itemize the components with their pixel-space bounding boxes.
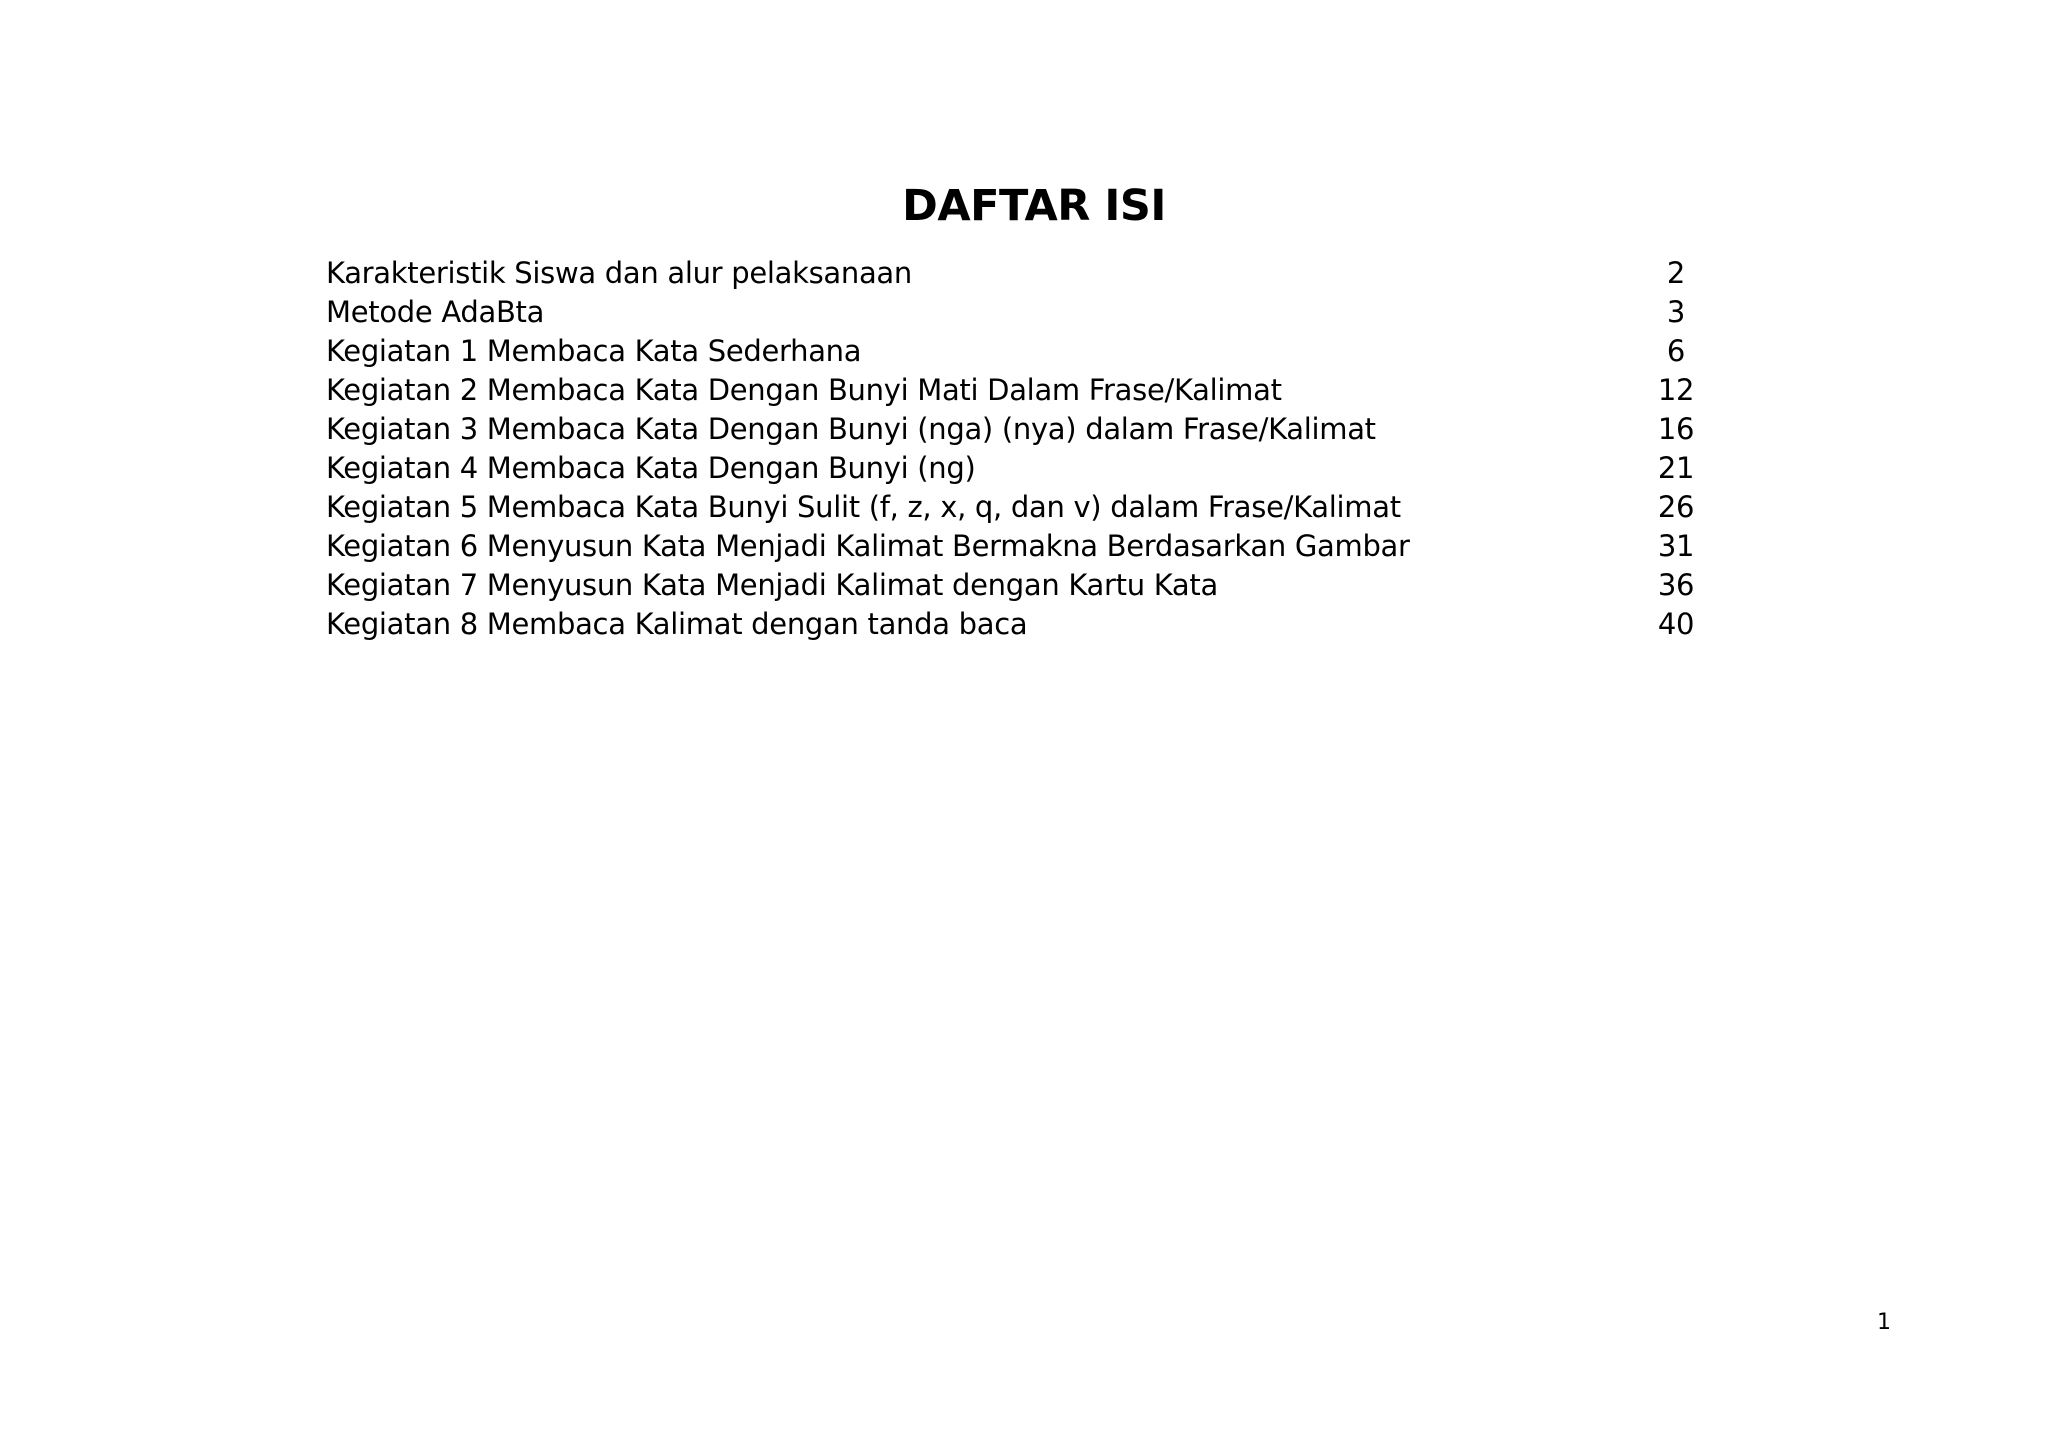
toc-entry-page: 16 (1657, 412, 1695, 446)
toc-entry-2 (326, 293, 1716, 332)
toc-entry-page: 6 (1666, 334, 1686, 368)
toc-entry-label: Kegiatan 6 Menyusun Kata Menjadi Kalimat Bermakna Berdasarkan Gambar (326, 529, 1410, 563)
toc-entry-1 (326, 254, 1716, 293)
toc-entry-6 (326, 449, 1716, 488)
toc-entry-label: Kegiatan 2 Membaca Kata Dengan Bunyi Mati Dalam Frase/Kalimat (326, 373, 1282, 407)
toc-entry-4 (326, 371, 1716, 410)
toc-entry-3 (326, 332, 1716, 371)
page-title: DAFTAR ISI (902, 181, 1166, 231)
toc-entry-label: Kegiatan 5 Membaca Kata Bunyi Sulit (f, z, x, q, dan v) dalam Frase/Kalimat (326, 490, 1401, 524)
toc-entry-label: Karakteristik Siswa dan alur pelaksanaan (326, 256, 912, 290)
toc-entry-page: 40 (1657, 607, 1695, 641)
toc-entry-10 (326, 605, 1716, 644)
toc-entry-page: 21 (1657, 451, 1695, 485)
toc-entry-5 (326, 410, 1716, 449)
toc-entry-9 (326, 566, 1716, 605)
toc-entry-page: 36 (1657, 568, 1695, 602)
toc-entry-label: Kegiatan 8 Membaca Kalimat dengan tanda baca (326, 607, 1028, 641)
toc-entry-page: 3 (1666, 295, 1686, 329)
table-of-contents (326, 254, 1716, 644)
toc-entry-label: Kegiatan 1 Membaca Kata Sederhana (326, 334, 862, 368)
page-number: 1 (1877, 1310, 1891, 1335)
toc-entry-label: Kegiatan 7 Menyusun Kata Menjadi Kalimat dengan Kartu Kata (326, 568, 1218, 602)
toc-entry-7 (326, 488, 1716, 527)
toc-entry-page: 31 (1657, 529, 1695, 563)
toc-entry-label: Kegiatan 3 Membaca Kata Dengan Bunyi (nga) (nya) dalam Frase/Kalimat (326, 412, 1376, 446)
toc-entry-page: 2 (1666, 256, 1686, 290)
toc-entry-page: 12 (1657, 373, 1695, 407)
toc-entry-label: Metode AdaBta (326, 295, 545, 329)
toc-entry-label: Kegiatan 4 Membaca Kata Dengan Bunyi (ng) (326, 451, 976, 485)
toc-entry-8 (326, 527, 1716, 566)
toc-entry-page: 26 (1657, 490, 1695, 524)
